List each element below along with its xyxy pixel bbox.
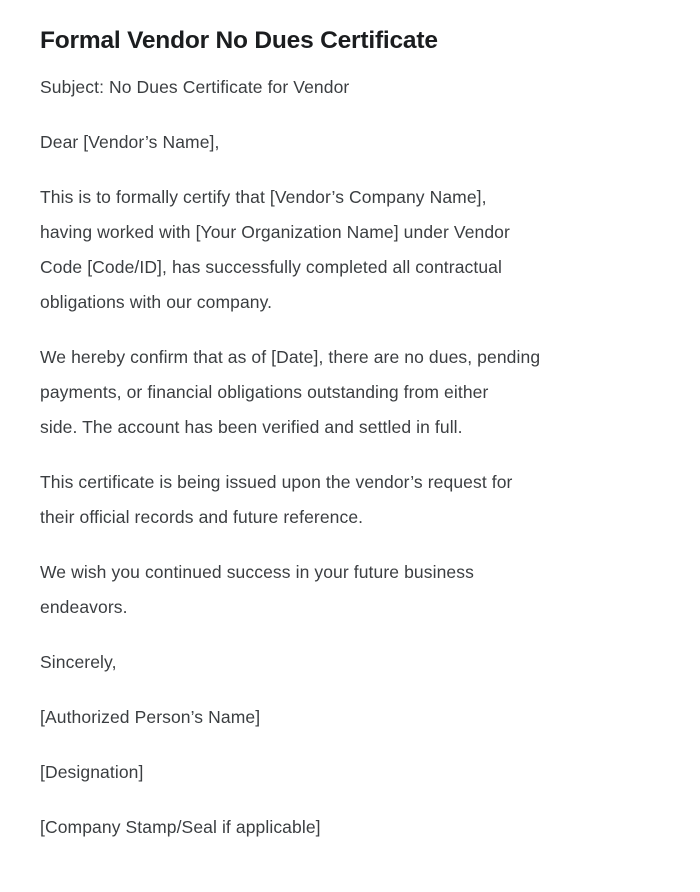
text-line: Dear [Vendor’s Name], [40, 132, 220, 152]
text-line: This is to formally certify that [Vendor’s Company Name], [40, 187, 487, 207]
text-line: endeavors. [40, 597, 128, 617]
text-line: their official records and future reference. [40, 507, 364, 527]
signature-name [40, 700, 660, 735]
text-line: We wish you continued success in your future business [40, 562, 474, 582]
closing [40, 645, 660, 680]
salutation [40, 125, 660, 160]
signature-stamp-note [40, 810, 660, 845]
text-line: having worked with [Your Organization Name] under Vendor [40, 222, 510, 242]
text-line: [Authorized Person’s Name] [40, 707, 261, 727]
text-line: Sincerely, [40, 652, 117, 672]
text-line: We hereby confirm that as of [Date], there are no dues, pending [40, 347, 541, 367]
text-line: [Company Stamp/Seal if applicable] [40, 817, 321, 837]
text-line: Code [Code/ID], has successfully completed all contractual [40, 257, 502, 277]
text-line: side. The account has been verified and settled in full. [40, 417, 463, 437]
document-body [40, 70, 660, 845]
body-paragraph [40, 555, 660, 625]
document-title: Formal Vendor No Dues Certificate [40, 27, 438, 54]
text-line: payments, or financial obligations outstanding from either [40, 382, 489, 402]
text-line: Subject: No Dues Certificate for Vendor [40, 77, 350, 97]
text-line: This certificate is being issued upon the vendor’s request for [40, 472, 513, 492]
body-paragraph [40, 465, 660, 535]
body-paragraph [40, 180, 660, 320]
body-paragraph [40, 340, 660, 445]
signature-designation [40, 755, 660, 790]
text-line: [Designation] [40, 762, 144, 782]
text-line: obligations with our company. [40, 292, 273, 312]
subject-line [40, 70, 660, 105]
